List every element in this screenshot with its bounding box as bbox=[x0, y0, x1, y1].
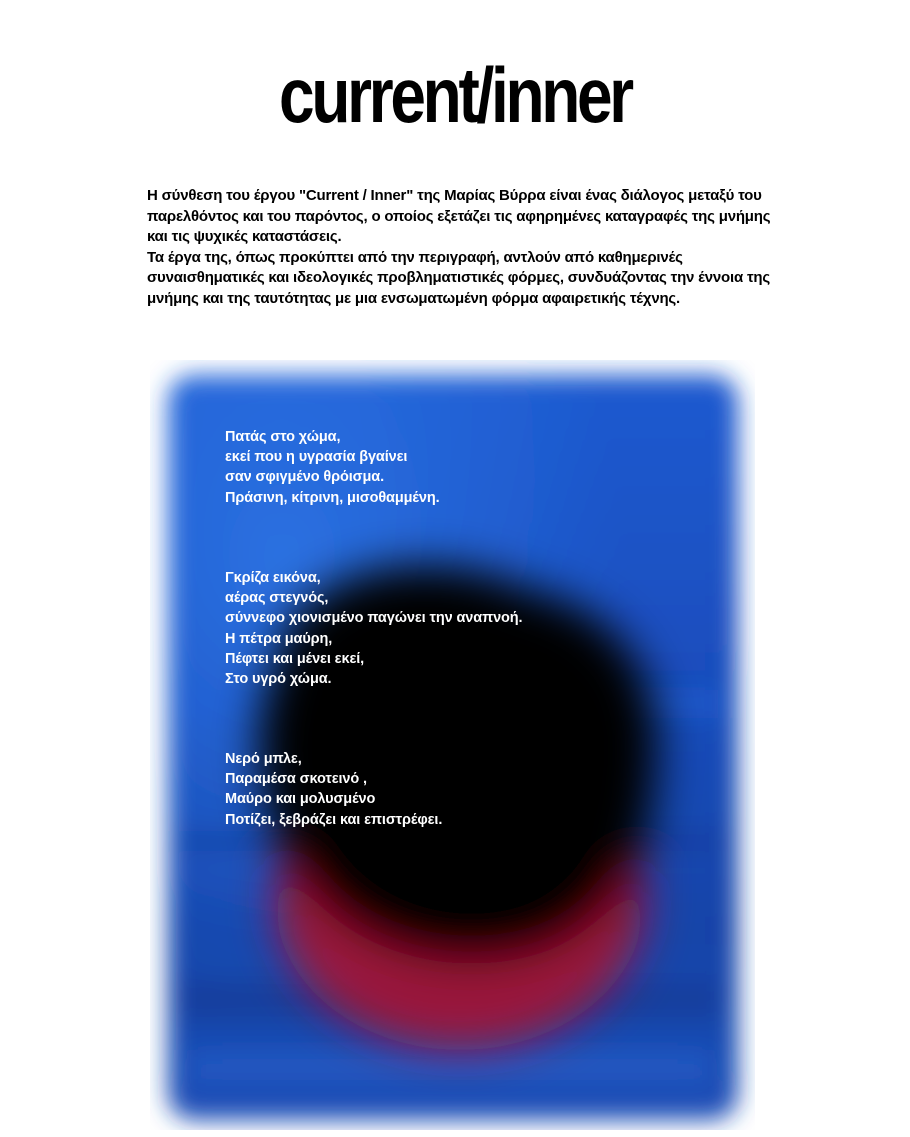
poem-line: Μαύρο και μολυσμένο bbox=[225, 791, 376, 808]
poem-line: εκεί που η υγρασία βγαίνει bbox=[225, 449, 408, 466]
poem-line: σαν σφιγμένο θρόισμα. bbox=[225, 469, 385, 486]
poem-line: Πατάς στο χώμα, bbox=[225, 429, 341, 445]
poem-stanza-2 bbox=[225, 568, 645, 689]
poem-line: Ποτίζει, ξεβράζει και επιστρέφει. bbox=[225, 811, 443, 828]
page-title: current/inner bbox=[279, 51, 631, 139]
poem-line: σύννεφο χιονισμένο παγώνει την αναπνοή. bbox=[225, 610, 523, 627]
poem-stanza-1 bbox=[225, 427, 645, 508]
poem-line: Στο υγρό χώμα. bbox=[225, 671, 332, 688]
artwork-description bbox=[147, 186, 787, 310]
poem-line: Παραμέσα σκοτεινό , bbox=[225, 771, 367, 788]
poem-line: Νερό μπλε, bbox=[225, 751, 302, 767]
poem-line: αέρας στεγνός, bbox=[225, 590, 329, 607]
poem-stanza-3 bbox=[225, 749, 645, 830]
description-paragraph: Τα έργα της, όπως προκύπτει από την περιγραφή, αντλούν από καθημερινές συναισθηματικές και ιδεολογικές προβληματιστικές φόρμες, συνδυάζοντας την έννοια της μνήμης και της ταυτότητας με μια ενσωματωμένη φόρμα αφαιρετικής τέχνης. bbox=[147, 248, 771, 307]
poem-line: Γκρίζα εικόνα, bbox=[225, 570, 321, 586]
description-paragraph: Η σύνθεση του έργου "Current / Inner" της Μαρίας Βύρρα είναι ένας διάλογος μεταξύ του παρελθόντος και του παρόντος, ο οποίος εξετάζει τις αφηρημένες καταγραφές της μνήμης και τις ψυχικές καταστάσεις. bbox=[147, 187, 771, 246]
artwork-image bbox=[150, 360, 755, 1130]
poem-line: Πράσινη, κίτρινη, μισοθαμμένη. bbox=[225, 489, 440, 506]
poem-line: Η πέτρα μαύρη, bbox=[225, 630, 333, 647]
poem-line: Πέφτει και μένει εκεί, bbox=[225, 650, 365, 667]
